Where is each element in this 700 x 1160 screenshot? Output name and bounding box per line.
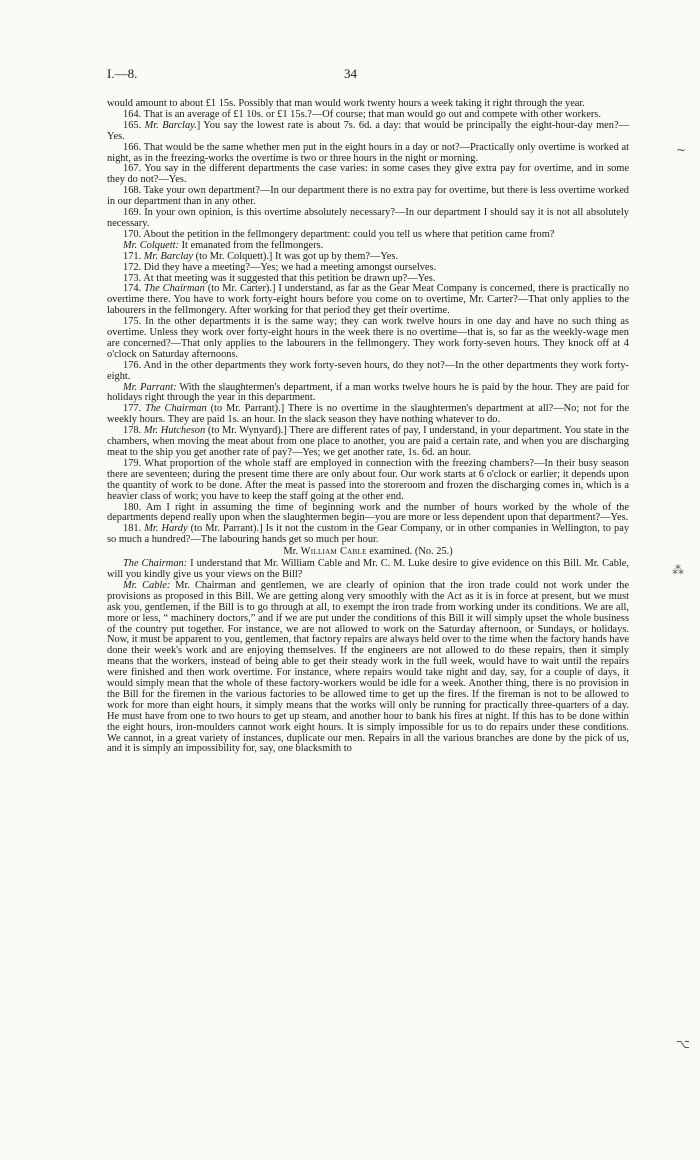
document-reference: I.—8. — [107, 66, 138, 81]
speaker: Mr. Colquett: — [123, 239, 179, 251]
speaker: Mr. Cable: — [123, 579, 171, 591]
speaker: Mr. Barclay. — [144, 119, 197, 131]
paragraph: 179. What proportion of the whole staff are employed in connection with the freezing chambers?—In their busy season there are seventeen; during the present time there are only about four. Our work starts at 6 o'clock or earlier; it depends upon the quantity of work to be done. After the meat is passed into the storeroom and frozen the discharging comes in, which is a heavier class of work; you have to keep the staff going at the other end. — [107, 457, 629, 502]
paragraph: would amount to about £1 15s. Possibly that man would work twenty hours a week taking it right through the year. — [107, 98, 585, 109]
section-heading: Mr. William Cable examined. (No. 25.) — [283, 546, 453, 558]
speaker: Mr. Hardy — [144, 523, 188, 535]
paragraph: 169. In your own opinion, is this overtime absolutely necessary?—In our department I should say it is not all absolutely necessary. — [107, 207, 629, 229]
speaker: The Chairman — [144, 283, 205, 295]
paragraph: 170. About the petition in the fellmongery department: could you tell us where that petition came from? — [123, 228, 555, 240]
margin-mark: ⁂ — [672, 563, 684, 577]
paragraph: 166. That would be the same whether men put in the eight hours in a day or not?—Practically only overtime is worked at night, as in the freezing-works the overtime is two or three hours in the night or morning. — [107, 141, 629, 164]
witness-name: William Cable — [300, 546, 367, 558]
paragraph: Mr. Colquett: It emanated from the fellmongers. — [123, 239, 324, 251]
speaker: Mr. Barclay — [143, 250, 194, 262]
paragraph: 173. At that meeting was it suggested that this petition be drawn up?—Yes. — [123, 272, 436, 284]
speaker: Mr. Parrant: — [123, 381, 177, 393]
paragraph: 165. Mr. Barclay.] You say the lowest rate is about 7s. 6d. a day: that would be principally the eight-hour-day men?—Yes. — [107, 119, 629, 142]
paragraph: 181. Mr. Hardy (to Mr. Parrant).] Is it not the custom in the Gear Company, or in other companies in Wellington, to pay so much a hundred?—The labouring hands get so much per hour. — [107, 523, 630, 546]
paragraph: 174. The Chairman (to Mr. Carter).] I understand, as far as the Gear Meat Company is concerned, there is practically no overtime there. You have to work forty-eight hours before you come on to overtime, Mr. Carter?—That only applies to the labourers in the fellmongery. After working for that period they get their overtime. — [107, 283, 629, 317]
paragraph: The Chairman: I understand that Mr. William Cable and Mr. C. M. Luke desire to give evidence on this Bill. Mr. Cable, will you kindly give us your views on the Bill? — [107, 558, 629, 580]
speaker: Mr. Hutcheson — [143, 425, 206, 437]
paragraph: 176. And in the other departments they work forty-seven hours, do they not?—In the other departments they work forty-eight. — [107, 359, 629, 382]
speaker: The Chairman — [145, 403, 207, 415]
paragraph: 168. Take your own department?—In our department there is no extra pay for overtime, but there is less overtime worked in our department than in any other. — [107, 185, 629, 208]
document-body — [107, 99, 629, 755]
paragraph: 164. That is an average of £1 10s. or £1 15s.?—Of course; that man would go out and compete with other workers. — [123, 108, 601, 120]
paragraph: 175. In the other departments it is the same way; they can work twelve hours in one day and have no such thing as overtime. Unless they work over forty-eight hours in the week there is no overtime—that is, so far as the weekly-wage men are concerned?—That only applies to the labourers in the fellmongery. They work forty-seven hours. They knock off at 4 o'clock on Saturday afternoons. — [107, 316, 629, 360]
paragraph: 178. Mr. Hutcheson (to Mr. Wynyard).] There are different rates of pay, I understand, in your department. You state in the chambers, when moving the meat about from one place to another, you are paid a certain rate, and when you are discharging meat to the ship you get another rate of pay?—Yes; we get another rate, 1s. 6d. an hour. — [107, 425, 630, 458]
paragraph: 177. The Chairman (to Mr. Parrant).] There is no overtime in the slaughtermen's department at all?—No; not for the weekly hours. They are paid 1s. an hour. In the slack season they have nothing whatever to do. — [107, 403, 629, 426]
paragraph: 171. Mr. Barclay (to Mr. Colquett).] It was got up by them?—Yes. — [123, 250, 399, 262]
paragraph: 172. Did they have a meeting?—Yes; we had a meeting amongst ourselves. — [123, 261, 437, 273]
margin-mark: ~ — [676, 143, 687, 157]
margin-mark: ⌥ — [676, 1037, 690, 1051]
paragraph: 167. You say in the different departments the case varies: in some cases they give extra pay for overtime, and in some they do not?—Yes. — [107, 163, 629, 186]
speaker: The Chairman: — [123, 558, 188, 570]
paragraph: 180. Am I right in assuming the time of beginning work and the number of hours worked by the whole of the departments depend really upon when the slaughtermen begin—you are more or less dependent upon that department?—Yes. — [107, 501, 629, 524]
page-number: 34 — [344, 66, 357, 81]
page-header — [107, 66, 627, 82]
paragraph: Mr. Parrant: With the slaughtermen's department, if a man works twelve hours he is paid by the hour. They are paid for holidays right through the year in this department. — [107, 381, 629, 404]
paragraph: Mr. Cable: Mr. Chairman and gentlemen, we are clearly of opinion that the iron trade could not work under the provisions as proposed in this Bill. We are getting along very smoothly with the Act as it is in force at present, but we must ask you, gentlemen, if the Bill is to go through at all, to exempt the iron trade from working under its conditions. We are all, more or less, “ machinery doctors,” and if we are put under the conditions of this Bill it will simply upset the whole business of the country put together. For instance, we are not allowed to work on the Saturday afternoon, or Sundays, or holidays. Now, it must be apparent to you, gentlemen, that factory repairs are always held over to the time when the factory hands have done their week's work and are enjoying themselves. If the engineers are not allowed to do these repairs, then it simply means that the workers, instead of being able to get their steady work in the full week, would have to wait until the repairs were finished and then work overtime. For instance, where repairs would take night and day, say, for a couple of days, it would simply mean that the whole of these factory-workers would be idle for a week. Another thing, there is no provision in the Bill for the firemen in the various factories to be allowed time to get up the fires. If the fireman is not to be allowed to work for more than eight hours, it simply means that the works will only be running for practically three-quarters of a day. He must have from one to two hours to get up steam, and another hour to bank his fires at night. If this has to be done within the eight hours, iron-moulders cannot work eight hours. It is simply impossible for us to do repairs under these conditions. We cannot, in a great variety of instances, duplicate our men. Repairs in all the various branches are done by the pick of us, and it is simply an impossibility for, say, one blacksmith to — [107, 579, 629, 755]
